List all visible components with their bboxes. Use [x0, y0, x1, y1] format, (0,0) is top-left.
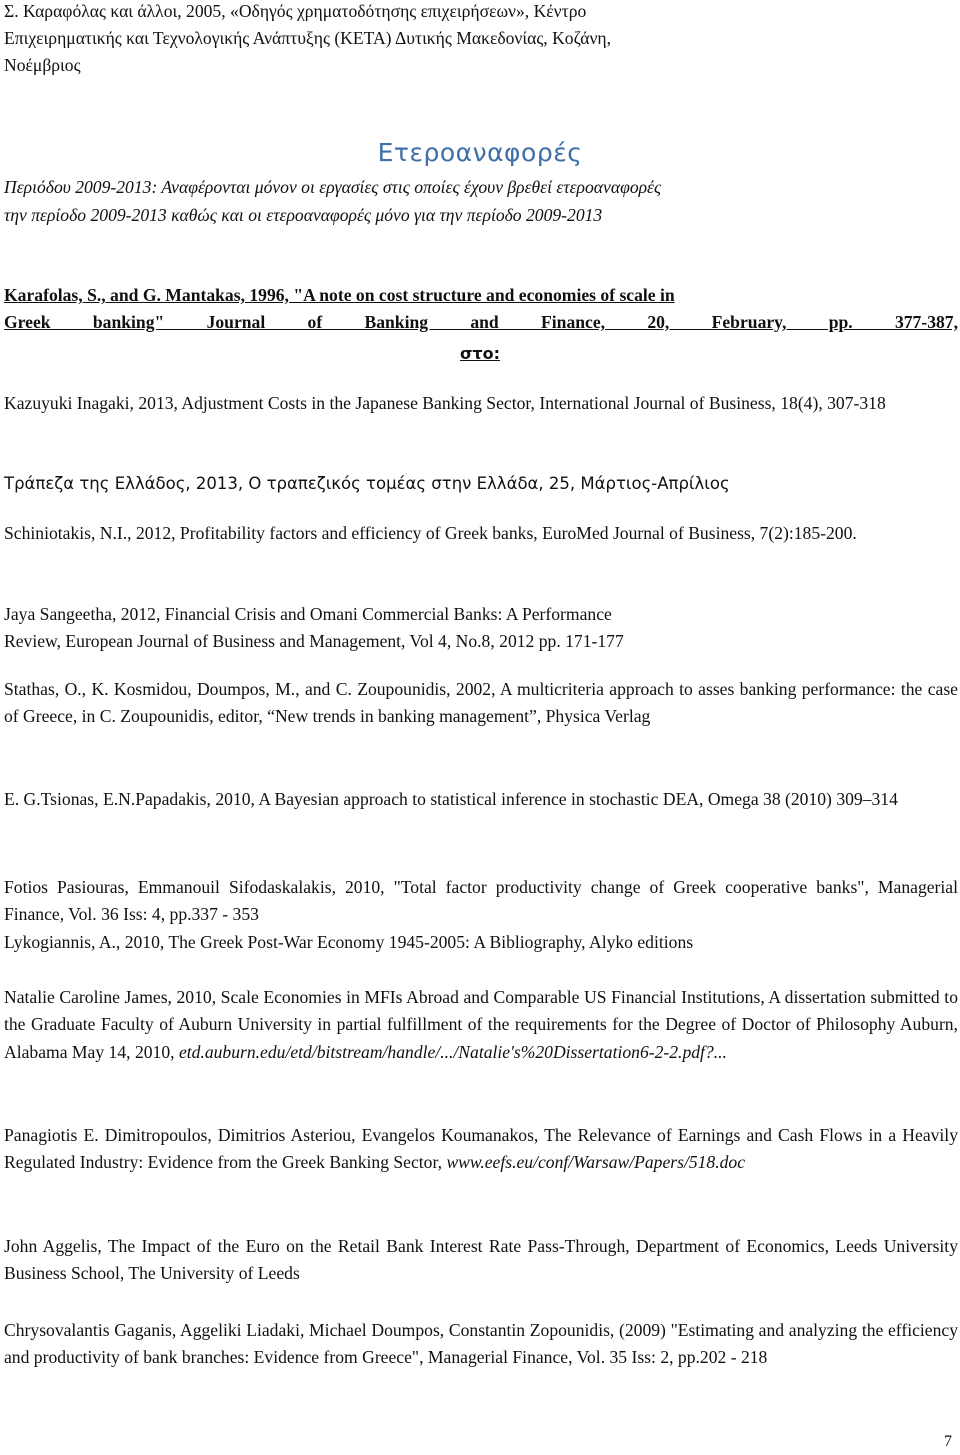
citation-item: Schiniotakis, N.I., 2012, Profitability factors and efficiency of Greek banks, EuroMed Journal of Business, 7(2):185-200. — [4, 523, 857, 543]
citation-item — [4, 984, 958, 1066]
cited-paper-line: Greek banking" Journal of Banking and Finance, 20, February, pp. 377-387, — [4, 312, 958, 332]
citation-item: Stathas, O., K. Kosmidou, Doumpos, M., and C. Zoupounidis, 2002, A multicriteria approach to asses banking performance: the case of Greece, in C. Zoupounidis, editor, “New trends in banking management”, Physica Verlag — [4, 679, 958, 727]
citation-url[interactable]: etd.auburn.edu/etd/bitstream/handle/.../Natalie's%20Dissertation6-2-2.pdf?... — [178, 1041, 727, 1062]
citation-text: Natalie Caroline James, 2010, Scale Economies in MFIs Abroad and Comparable US Financial Institutions, A dissertation submitted to the Graduate Faculty of Auburn University in partial fulfillment of the requirements for the Degree of Doctor of Philosophy Auburn, Alabama May 14, 2010, — [4, 987, 958, 1062]
citation-item: Kazuyuki Inagaki, 2013, Adjustment Costs in the Japanese Banking Sector, International Journal of Business, 18(4), 307-318 — [4, 393, 886, 413]
citation-item: Fotios Pasiouras, Emmanouil Sifodaskalakis, 2010, "Total factor productivity change of Greek cooperative banks", Managerial Finance, Vol. 36 Iss: 4, pp.337 - 353 — [4, 877, 958, 925]
section-subtitle: Περιόδου 2009-2013: Αναφέρονται μόνον οι εργασίες στις οποίες έχουν βρεθεί ετεροαναφορές — [4, 177, 662, 197]
page-number: 7 — [944, 1433, 952, 1450]
reference-line: Νοέμβριος — [4, 55, 81, 75]
citation-url[interactable]: www.eefs.eu/conf/Warsaw/Papers/518.doc — [446, 1152, 746, 1173]
cited-paper-line: Karafolas, S., and G. Mantakas, 1996, "A note on cost structure and economies of scale in — [4, 285, 675, 305]
citation-item: Τράπεζα της Ελλάδος, 2013, Ο τραπεζικός τομέας στην Ελλάδα, 25, Μάρτιος-Απρίλιος — [4, 474, 730, 493]
reference-line: Σ. Καραφόλας και άλλοι, 2005, «Οδηγός χρηματοδότησης επιχειρήσεων», Κέντρο — [4, 1, 587, 21]
citation-text: Panagiotis E. Dimitropoulos, Dimitrios Asteriou, Evangelos Koumanakos, The Relevance of Earnings and Cash Flows in a Heavily Regulated Industry: Evidence from the Greek Banking Sector, — [4, 1125, 958, 1173]
section-title: Ετεροαναφορές — [377, 138, 583, 167]
citation-item: Lykogiannis, A., 2010, The Greek Post-War Economy 1945-2005: A Bibliography, Alyko editions — [4, 932, 694, 952]
citation-item: Chrysovalantis Gaganis, Aggeliki Liadaki, Michael Doumpos, Constantin Zopounidis, (2009) "Estimating and analyzing the efficiency and productivity of bank branches: Evidence from Greece", Managerial Finance, Vol. 35 Iss: 2, pp.202 - 218 — [4, 1320, 958, 1368]
reference-line: Επιχειρηματικής και Τεχνολογικής Ανάπτυξης (ΚΕΤΑ) Δυτικής Μακεδονίας, Κοζάνη, — [4, 28, 612, 48]
in-label: στο: — [459, 344, 501, 363]
citation-item — [4, 1122, 958, 1177]
citation-item: Jaya Sangeetha, 2012, Financial Crisis and Omani Commercial Banks: A Performance — [4, 604, 612, 624]
section-subtitle: την περίοδο 2009-2013 καθώς και οι ετεροαναφορές μόνο για την περίοδο 2009-2013 — [4, 205, 603, 225]
citation-item: John Aggelis, The Impact of the Euro on the Retail Bank Interest Rate Pass-Through, Department of Economics, Leeds University Business School, The University of Leeds — [4, 1236, 958, 1284]
citation-item: Review, European Journal of Business and Management, Vol 4, No.8, 2012 pp. 171-177 — [4, 631, 624, 651]
citation-item: E. G.Tsionas, E.N.Papadakis, 2010, A Bayesian approach to statistical inference in stochastic DEA, Omega 38 (2010) 309–314 — [4, 789, 898, 809]
